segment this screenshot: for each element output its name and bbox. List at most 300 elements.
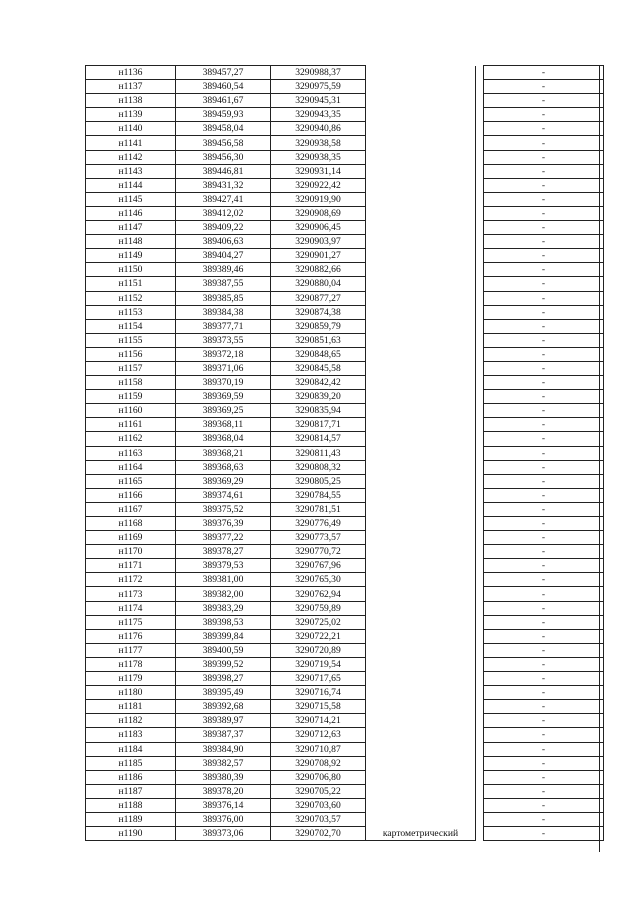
method-cell	[366, 545, 476, 559]
column-gap	[476, 601, 484, 615]
point-number-cell: н1178	[86, 657, 176, 671]
x-coordinate-cell: 389382,00	[176, 587, 271, 601]
x-coordinate-cell: 389398,53	[176, 615, 271, 629]
column-gap	[476, 277, 484, 291]
accuracy-cell: -	[484, 192, 604, 206]
point-number-cell: н1176	[86, 629, 176, 643]
point-number-cell: н1163	[86, 446, 176, 460]
point-number-cell: н1146	[86, 206, 176, 220]
column-gap	[476, 474, 484, 488]
column-gap	[476, 770, 484, 784]
method-cell	[366, 192, 476, 206]
y-coordinate-cell: 3290781,51	[271, 502, 366, 516]
x-coordinate-cell: 389387,55	[176, 277, 271, 291]
column-gap	[476, 192, 484, 206]
point-number-cell: н1168	[86, 517, 176, 531]
point-number-cell: н1150	[86, 263, 176, 277]
method-cell	[366, 756, 476, 770]
table-row	[86, 122, 604, 136]
method-cell	[366, 221, 476, 235]
accuracy-cell: -	[484, 587, 604, 601]
point-number-cell: н1160	[86, 404, 176, 418]
table-row	[86, 418, 604, 432]
x-coordinate-cell: 389400,59	[176, 643, 271, 657]
point-number-cell: н1172	[86, 573, 176, 587]
point-number-cell: н1152	[86, 291, 176, 305]
accuracy-cell: -	[484, 756, 604, 770]
point-number-cell: н1179	[86, 672, 176, 686]
column-gap	[476, 305, 484, 319]
column-gap	[476, 94, 484, 108]
point-number-cell: н1167	[86, 502, 176, 516]
method-cell	[366, 277, 476, 291]
accuracy-cell: -	[484, 418, 604, 432]
y-coordinate-cell: 3290859,79	[271, 319, 366, 333]
x-coordinate-cell: 389458,04	[176, 122, 271, 136]
point-number-cell: н1153	[86, 305, 176, 319]
y-coordinate-cell: 3290919,90	[271, 192, 366, 206]
table-row	[86, 784, 604, 798]
coordinates-table-body	[86, 66, 604, 841]
accuracy-cell: -	[484, 235, 604, 249]
x-coordinate-cell: 389392,68	[176, 700, 271, 714]
column-gap	[476, 432, 484, 446]
point-number-cell: н1182	[86, 714, 176, 728]
x-coordinate-cell: 389384,38	[176, 305, 271, 319]
point-number-cell: н1190	[86, 827, 176, 841]
point-number-cell: н1141	[86, 136, 176, 150]
accuracy-cell: -	[484, 827, 604, 841]
accuracy-cell: -	[484, 700, 604, 714]
point-number-cell: н1158	[86, 376, 176, 390]
table-row	[86, 756, 604, 770]
method-cell	[366, 390, 476, 404]
method-cell	[366, 460, 476, 474]
table-row	[86, 531, 604, 545]
y-coordinate-cell: 3290943,35	[271, 108, 366, 122]
column-gap	[476, 657, 484, 671]
accuracy-cell: -	[484, 376, 604, 390]
table-row	[86, 390, 604, 404]
method-cell	[366, 784, 476, 798]
point-number-cell: н1151	[86, 277, 176, 291]
column-gap	[476, 615, 484, 629]
column-gap	[476, 629, 484, 643]
accuracy-cell: -	[484, 643, 604, 657]
point-number-cell: н1185	[86, 756, 176, 770]
point-number-cell: н1154	[86, 319, 176, 333]
column-gap	[476, 587, 484, 601]
method-cell	[366, 643, 476, 657]
table-row	[86, 559, 604, 573]
y-coordinate-cell: 3290811,43	[271, 446, 366, 460]
column-gap	[476, 742, 484, 756]
table-row	[86, 742, 604, 756]
y-coordinate-cell: 3290906,45	[271, 221, 366, 235]
x-coordinate-cell: 389376,39	[176, 517, 271, 531]
y-coordinate-cell: 3290759,89	[271, 601, 366, 615]
accuracy-cell: -	[484, 446, 604, 460]
accuracy-cell: -	[484, 291, 604, 305]
accuracy-cell: -	[484, 122, 604, 136]
method-cell	[366, 798, 476, 812]
method-cell	[366, 502, 476, 516]
method-cell	[366, 66, 476, 80]
method-cell	[366, 432, 476, 446]
y-coordinate-cell: 3290716,74	[271, 686, 366, 700]
point-number-cell: н1143	[86, 164, 176, 178]
point-number-cell: н1145	[86, 192, 176, 206]
column-gap	[476, 418, 484, 432]
table-row	[86, 333, 604, 347]
point-number-cell: н1137	[86, 80, 176, 94]
y-coordinate-cell: 3290901,27	[271, 249, 366, 263]
table-row	[86, 319, 604, 333]
method-cell	[366, 164, 476, 178]
accuracy-cell: -	[484, 432, 604, 446]
coordinates-table	[85, 65, 604, 841]
y-coordinate-cell: 3290776,49	[271, 517, 366, 531]
y-coordinate-cell: 3290874,38	[271, 305, 366, 319]
accuracy-cell: -	[484, 460, 604, 474]
table-row	[86, 136, 604, 150]
point-number-cell: н1171	[86, 559, 176, 573]
x-coordinate-cell: 389456,30	[176, 150, 271, 164]
table-row	[86, 601, 604, 615]
table-row	[86, 376, 604, 390]
table-row	[86, 587, 604, 601]
method-cell	[366, 249, 476, 263]
point-number-cell: н1175	[86, 615, 176, 629]
point-number-cell: н1180	[86, 686, 176, 700]
method-cell	[366, 517, 476, 531]
accuracy-cell: -	[484, 517, 604, 531]
x-coordinate-cell: 389368,04	[176, 432, 271, 446]
table-row	[86, 263, 604, 277]
table-row	[86, 517, 604, 531]
accuracy-cell: -	[484, 559, 604, 573]
point-number-cell: н1147	[86, 221, 176, 235]
method-cell	[366, 305, 476, 319]
table-row	[86, 502, 604, 516]
table-row	[86, 249, 604, 263]
table-row	[86, 545, 604, 559]
column-gap	[476, 686, 484, 700]
x-coordinate-cell: 389431,32	[176, 178, 271, 192]
accuracy-cell: -	[484, 728, 604, 742]
table-row	[86, 206, 604, 220]
y-coordinate-cell: 3290845,58	[271, 361, 366, 375]
y-coordinate-cell: 3290922,42	[271, 178, 366, 192]
x-coordinate-cell: 389381,00	[176, 573, 271, 587]
x-coordinate-cell: 389378,20	[176, 784, 271, 798]
y-coordinate-cell: 3290817,71	[271, 418, 366, 432]
point-number-cell: н1136	[86, 66, 176, 80]
column-gap	[476, 672, 484, 686]
x-coordinate-cell: 389373,06	[176, 827, 271, 841]
y-coordinate-cell: 3290988,37	[271, 66, 366, 80]
accuracy-cell: -	[484, 206, 604, 220]
table-row	[86, 460, 604, 474]
accuracy-cell: -	[484, 305, 604, 319]
column-gap	[476, 573, 484, 587]
x-coordinate-cell: 389385,85	[176, 291, 271, 305]
y-coordinate-cell: 3290725,02	[271, 615, 366, 629]
method-cell	[366, 136, 476, 150]
accuracy-cell: -	[484, 742, 604, 756]
accuracy-cell: -	[484, 545, 604, 559]
table-row	[86, 94, 604, 108]
x-coordinate-cell: 389387,37	[176, 728, 271, 742]
column-gap	[476, 221, 484, 235]
x-coordinate-cell: 389368,21	[176, 446, 271, 460]
accuracy-cell: -	[484, 347, 604, 361]
column-gap	[476, 756, 484, 770]
table-row	[86, 643, 604, 657]
y-coordinate-cell: 3290722,21	[271, 629, 366, 643]
column-gap	[476, 347, 484, 361]
column-gap	[476, 502, 484, 516]
x-coordinate-cell: 389427,41	[176, 192, 271, 206]
point-number-cell: н1188	[86, 798, 176, 812]
y-coordinate-cell: 3290880,04	[271, 277, 366, 291]
accuracy-cell: -	[484, 488, 604, 502]
point-number-cell: н1189	[86, 812, 176, 826]
column-gap	[476, 531, 484, 545]
accuracy-cell: -	[484, 221, 604, 235]
method-cell	[366, 573, 476, 587]
x-coordinate-cell: 389460,54	[176, 80, 271, 94]
x-coordinate-cell: 389368,11	[176, 418, 271, 432]
column-gap	[476, 263, 484, 277]
table-row	[86, 66, 604, 80]
column-gap	[476, 798, 484, 812]
y-coordinate-cell: 3290702,70	[271, 827, 366, 841]
method-cell	[366, 714, 476, 728]
point-number-cell: н1157	[86, 361, 176, 375]
accuracy-cell: -	[484, 150, 604, 164]
point-number-cell: н1183	[86, 728, 176, 742]
x-coordinate-cell: 389370,19	[176, 376, 271, 390]
point-number-cell: н1177	[86, 643, 176, 657]
point-number-cell: н1156	[86, 347, 176, 361]
column-gap	[476, 559, 484, 573]
method-cell	[366, 376, 476, 390]
column-gap	[476, 333, 484, 347]
method-cell	[366, 474, 476, 488]
x-coordinate-cell: 389377,22	[176, 531, 271, 545]
x-coordinate-cell: 389378,27	[176, 545, 271, 559]
x-coordinate-cell: 389368,63	[176, 460, 271, 474]
column-gap	[476, 108, 484, 122]
x-coordinate-cell: 389383,29	[176, 601, 271, 615]
column-gap	[476, 404, 484, 418]
y-coordinate-cell: 3290762,94	[271, 587, 366, 601]
column-gap	[476, 122, 484, 136]
point-number-cell: н1170	[86, 545, 176, 559]
point-number-cell: н1164	[86, 460, 176, 474]
table-row	[86, 474, 604, 488]
method-cell	[366, 361, 476, 375]
x-coordinate-cell: 389406,63	[176, 235, 271, 249]
y-coordinate-cell: 3290805,25	[271, 474, 366, 488]
table-row	[86, 221, 604, 235]
y-coordinate-cell: 3290717,65	[271, 672, 366, 686]
x-coordinate-cell: 389389,46	[176, 263, 271, 277]
column-gap	[476, 517, 484, 531]
accuracy-cell: -	[484, 798, 604, 812]
method-cell	[366, 770, 476, 784]
x-coordinate-cell: 389412,02	[176, 206, 271, 220]
accuracy-cell: -	[484, 404, 604, 418]
column-gap	[476, 784, 484, 798]
column-gap	[476, 249, 484, 263]
table-row	[86, 404, 604, 418]
y-coordinate-cell: 3290767,96	[271, 559, 366, 573]
y-coordinate-cell: 3290715,58	[271, 700, 366, 714]
table-row	[86, 615, 604, 629]
accuracy-cell: -	[484, 770, 604, 784]
x-coordinate-cell: 389398,27	[176, 672, 271, 686]
y-coordinate-cell: 3290839,20	[271, 390, 366, 404]
method-cell	[366, 150, 476, 164]
point-number-cell: н1173	[86, 587, 176, 601]
accuracy-cell: -	[484, 657, 604, 671]
table-row	[86, 798, 604, 812]
x-coordinate-cell: 389377,71	[176, 319, 271, 333]
point-number-cell: н1139	[86, 108, 176, 122]
method-cell	[366, 728, 476, 742]
y-coordinate-cell: 3290940,86	[271, 122, 366, 136]
x-coordinate-cell: 389409,22	[176, 221, 271, 235]
table-row	[86, 80, 604, 94]
point-number-cell: н1169	[86, 531, 176, 545]
y-coordinate-cell: 3290773,57	[271, 531, 366, 545]
y-coordinate-cell: 3290903,97	[271, 235, 366, 249]
method-cell	[366, 178, 476, 192]
method-cell	[366, 108, 476, 122]
y-coordinate-cell: 3290908,69	[271, 206, 366, 220]
y-coordinate-cell: 3290931,14	[271, 164, 366, 178]
accuracy-cell: -	[484, 319, 604, 333]
method-cell	[366, 347, 476, 361]
x-coordinate-cell: 389395,49	[176, 686, 271, 700]
point-number-cell: н1186	[86, 770, 176, 784]
column-gap	[476, 178, 484, 192]
table-row	[86, 291, 604, 305]
method-cell	[366, 94, 476, 108]
point-number-cell: н1142	[86, 150, 176, 164]
table-row	[86, 827, 604, 841]
table-row	[86, 305, 604, 319]
method-cell	[366, 657, 476, 671]
x-coordinate-cell: 389380,39	[176, 770, 271, 784]
column-gap	[476, 66, 484, 80]
table-row	[86, 361, 604, 375]
y-coordinate-cell: 3290708,92	[271, 756, 366, 770]
x-coordinate-cell: 389376,00	[176, 812, 271, 826]
x-coordinate-cell: 389399,52	[176, 657, 271, 671]
table-row	[86, 347, 604, 361]
y-coordinate-cell: 3290710,87	[271, 742, 366, 756]
y-coordinate-cell: 3290712,63	[271, 728, 366, 742]
table-row	[86, 192, 604, 206]
method-cell	[366, 615, 476, 629]
table-row	[86, 629, 604, 643]
page-border-line	[599, 65, 600, 852]
column-gap	[476, 136, 484, 150]
column-gap	[476, 376, 484, 390]
column-gap	[476, 235, 484, 249]
table-row	[86, 164, 604, 178]
table-row	[86, 700, 604, 714]
column-gap	[476, 206, 484, 220]
column-gap	[476, 728, 484, 742]
y-coordinate-cell: 3290848,65	[271, 347, 366, 361]
accuracy-cell: -	[484, 629, 604, 643]
method-cell	[366, 812, 476, 826]
column-gap	[476, 700, 484, 714]
y-coordinate-cell: 3290770,72	[271, 545, 366, 559]
y-coordinate-cell: 3290703,60	[271, 798, 366, 812]
y-coordinate-cell: 3290784,55	[271, 488, 366, 502]
column-gap	[476, 488, 484, 502]
column-gap	[476, 291, 484, 305]
accuracy-cell: -	[484, 390, 604, 404]
accuracy-cell: -	[484, 333, 604, 347]
y-coordinate-cell: 3290945,31	[271, 94, 366, 108]
y-coordinate-cell: 3290703,57	[271, 812, 366, 826]
point-number-cell: н1174	[86, 601, 176, 615]
accuracy-cell: -	[484, 263, 604, 277]
table-row	[86, 277, 604, 291]
method-cell	[366, 319, 476, 333]
x-coordinate-cell: 389456,58	[176, 136, 271, 150]
y-coordinate-cell: 3290765,30	[271, 573, 366, 587]
x-coordinate-cell: 389369,59	[176, 390, 271, 404]
accuracy-cell: -	[484, 474, 604, 488]
column-gap	[476, 714, 484, 728]
accuracy-cell: -	[484, 164, 604, 178]
column-gap	[476, 80, 484, 94]
x-coordinate-cell: 389446,81	[176, 164, 271, 178]
point-number-cell: н1165	[86, 474, 176, 488]
column-gap	[476, 319, 484, 333]
y-coordinate-cell: 3290851,63	[271, 333, 366, 347]
method-cell	[366, 333, 476, 347]
table-row	[86, 178, 604, 192]
y-coordinate-cell: 3290720,89	[271, 643, 366, 657]
table-row	[86, 573, 604, 587]
y-coordinate-cell: 3290706,80	[271, 770, 366, 784]
x-coordinate-cell: 389389,97	[176, 714, 271, 728]
y-coordinate-cell: 3290835,94	[271, 404, 366, 418]
y-coordinate-cell: 3290714,21	[271, 714, 366, 728]
method-cell	[366, 686, 476, 700]
table-row	[86, 657, 604, 671]
method-cell	[366, 587, 476, 601]
method-cell	[366, 235, 476, 249]
point-number-cell: н1184	[86, 742, 176, 756]
table-row	[86, 770, 604, 784]
accuracy-cell: -	[484, 601, 604, 615]
method-cell	[366, 629, 476, 643]
accuracy-cell: -	[484, 66, 604, 80]
method-cell	[366, 559, 476, 573]
method-cell	[366, 742, 476, 756]
table-row	[86, 686, 604, 700]
y-coordinate-cell: 3290975,59	[271, 80, 366, 94]
